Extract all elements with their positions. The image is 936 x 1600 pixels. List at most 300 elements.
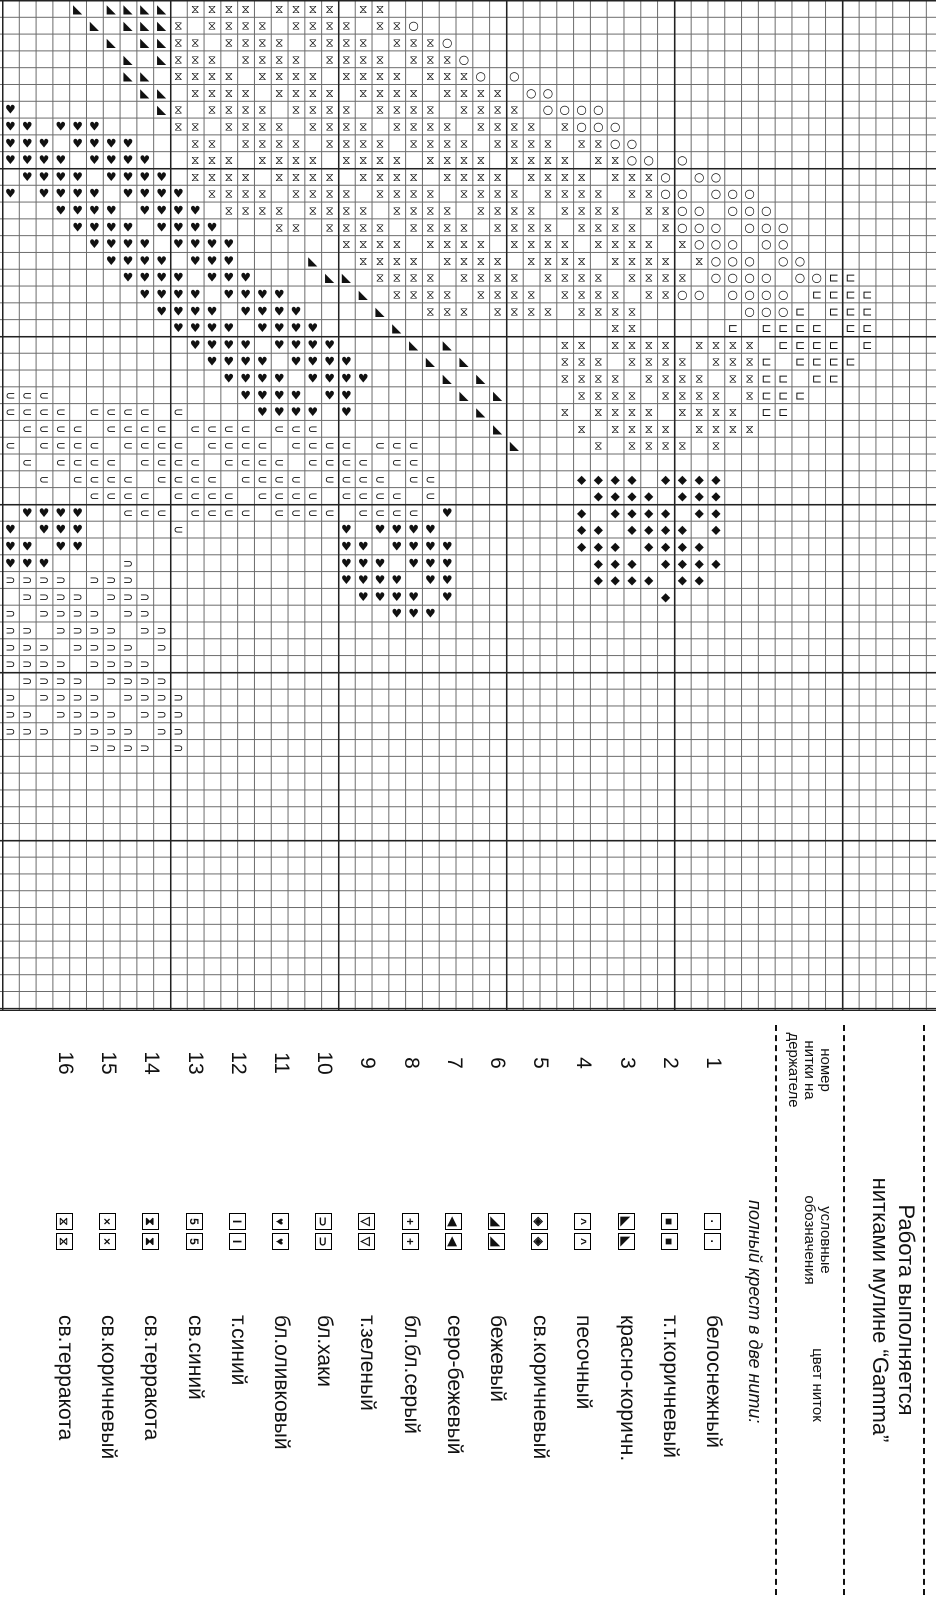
- chart-stitch-symbol: ○: [693, 220, 705, 235]
- chart-stitch-symbol: ◆: [627, 556, 637, 571]
- chart-stitch-symbol: ◆: [677, 539, 688, 554]
- chart-stitch-symbol: ⊂: [425, 489, 436, 504]
- chart-stitch-symbol: ⧖: [291, 1, 301, 16]
- chart-stitch-symbol: ♥: [55, 153, 67, 168]
- chart-stitch-symbol: ⊃: [139, 741, 150, 756]
- chart-stitch-symbol: ⧖: [459, 220, 469, 235]
- chart-stitch-symbol: ♥: [156, 203, 167, 218]
- chart-stitch-symbol: ⧖: [241, 119, 250, 134]
- chart-stitch-symbol: ♥: [223, 371, 235, 386]
- thread-color-name: белоснежный: [702, 1315, 725, 1448]
- chart-stitch-symbol: ⧖: [728, 405, 738, 420]
- chart-stitch-symbol: ○: [744, 220, 755, 235]
- chart-stitch-symbol: ◆: [694, 539, 704, 554]
- chart-stitch-symbol: ⧖: [610, 253, 620, 268]
- chart-stitch-symbol: ⧖: [375, 1, 385, 16]
- chart-stitch-symbol: ⧖: [174, 18, 183, 33]
- chart-stitch-symbol: ⊂: [240, 472, 251, 487]
- chart-stitch-symbol: ⧖: [610, 287, 620, 302]
- chart-stitch-symbol: ⧖: [241, 18, 250, 33]
- chart-stitch-symbol: ♥: [357, 589, 369, 604]
- thread-number: 15: [97, 1051, 121, 1075]
- chart-stitch-symbol: ⧖: [325, 186, 334, 201]
- chart-stitch-symbol: ⊃: [106, 673, 117, 688]
- chart-stitch-symbol: ⧖: [476, 253, 486, 268]
- chart-stitch-symbol: ⧖: [224, 169, 234, 184]
- chart-stitch-symbol: ♥: [122, 153, 134, 168]
- chart-stitch-symbol: ⊃: [106, 724, 117, 739]
- chart-stitch-symbol: ⊃: [22, 673, 33, 688]
- symbol-box: ■: [661, 1213, 678, 1230]
- chart-stitch-symbol: ⧖: [274, 52, 284, 67]
- chart-stitch-symbol: ♥: [105, 220, 117, 235]
- chart-stitch-symbol: ◆: [576, 522, 587, 537]
- chart-stitch-symbol: ⧖: [291, 69, 301, 84]
- chart-stitch-symbol: ⧖: [459, 237, 469, 252]
- chart-stitch-symbol: ⧖: [459, 186, 469, 201]
- legend-title-line-1: Работа выполняется: [894, 1204, 919, 1416]
- chart-stitch-symbol: ⧖: [627, 186, 637, 201]
- chart-stitch-symbol: ⧖: [224, 102, 234, 117]
- chart-stitch-symbol: ⧖: [459, 253, 469, 268]
- chart-stitch-symbol: ♥: [374, 573, 386, 588]
- chart-stitch-symbol: ⊂: [257, 489, 268, 504]
- chart-stitch-symbol: ⊏: [811, 321, 822, 336]
- chart-stitch-symbol: ⧖: [661, 354, 670, 369]
- chart-stitch-symbol: ⧖: [661, 421, 670, 436]
- chart-stitch-symbol: ⧖: [409, 52, 418, 67]
- chart-stitch-symbol: ⧖: [510, 237, 519, 252]
- chart-stitch-symbol: ⊂: [122, 489, 134, 504]
- chart-stitch-symbol: ⊂: [324, 472, 335, 487]
- chart-stitch-symbol: ◣: [408, 337, 419, 352]
- chart-stitch-symbol: ⧖: [258, 35, 267, 50]
- chart-stitch-symbol: ♥: [55, 522, 67, 537]
- chart-stitch-symbol: ⧖: [493, 253, 502, 268]
- chart-stitch-symbol: ◣: [392, 321, 402, 336]
- chart-stitch-symbol: ⊂: [89, 489, 100, 504]
- chart-stitch-symbol: ⊂: [173, 455, 184, 470]
- thread-color-name: серо-бежевый: [442, 1315, 466, 1455]
- chart-stitch-symbol: ⊃: [72, 673, 83, 688]
- chart-stitch-symbol: ⊂: [358, 472, 369, 487]
- chart-stitch-symbol: ♥: [408, 606, 419, 621]
- chart-stitch-symbol: ⧖: [594, 371, 603, 386]
- chart-stitch-symbol: ⧖: [459, 270, 469, 285]
- chart-stitch-symbol: ⧖: [392, 237, 402, 252]
- chart-stitch-symbol: ⊂: [72, 421, 83, 436]
- chart-stitch-symbol: ⧖: [711, 421, 721, 436]
- chart-stitch-symbol: ♥: [173, 321, 184, 336]
- chart-stitch-symbol: ◣: [492, 388, 503, 403]
- chart-stitch-symbol: ♥: [189, 220, 201, 235]
- chart-stitch-symbol: ♥: [441, 539, 453, 554]
- chart-stitch-symbol: ⧖: [409, 136, 418, 151]
- chart-stitch-symbol: ⊃: [173, 707, 184, 722]
- chart-stitch-symbol: ♥: [240, 337, 251, 352]
- chart-stitch-symbol: ⧖: [342, 203, 351, 218]
- legend-row: [557, 1025, 595, 1595]
- chart-stitch-symbol: ○: [710, 220, 722, 235]
- chart-stitch-symbol: ⊂: [55, 421, 66, 436]
- chart-stitch-symbol: ⧖: [694, 421, 704, 436]
- chart-stitch-symbol: ○: [744, 270, 755, 285]
- chart-stitch-symbol: ⧖: [325, 119, 334, 134]
- chart-stitch-symbol: ⊂: [257, 438, 268, 453]
- chart-stitch-symbol: ○: [458, 52, 470, 67]
- chart-stitch-symbol: ⧖: [207, 1, 217, 16]
- chart-stitch-symbol: ⧖: [274, 35, 284, 50]
- chart-stitch-symbol: ⊃: [89, 623, 100, 638]
- chart-stitch-symbol: ⧖: [375, 220, 385, 235]
- chart-stitch-symbol: ♥: [391, 522, 403, 537]
- chart-stitch-symbol: ⧖: [526, 153, 536, 168]
- chart-stitch-symbol: ⧖: [526, 119, 536, 134]
- chart-stitch-symbol: ⊃: [89, 707, 100, 722]
- chart-stitch-symbol: ○: [744, 287, 755, 302]
- chart-stitch-symbol: ⧖: [610, 371, 620, 386]
- chart-stitch-symbol: ⊃: [122, 589, 134, 604]
- chart-stitch-symbol: ♥: [257, 321, 268, 336]
- chart-stitch-symbol: ⊃: [106, 640, 117, 655]
- chart-stitch-symbol: ♥: [223, 253, 235, 268]
- symbol-box: ◀: [445, 1213, 462, 1230]
- chart-stitch-symbol: ♥: [89, 186, 100, 201]
- chart-stitch-symbol: ◣: [476, 405, 486, 420]
- symbol-box: ▽: [358, 1233, 375, 1250]
- chart-stitch-symbol: ⊃: [5, 657, 16, 672]
- chart-stitch-symbol: ◣: [476, 371, 486, 386]
- chart-stitch-symbol: ⊃: [55, 707, 66, 722]
- chart-stitch-symbol: ⧖: [459, 304, 469, 319]
- chart-stitch-symbol: ♥: [441, 556, 453, 571]
- chart-stitch-symbol: ⊂: [89, 405, 100, 420]
- chart-stitch-symbol: ⧖: [577, 287, 586, 302]
- chart-stitch-symbol: ⧖: [274, 203, 284, 218]
- chart-stitch-symbol: ⧖: [543, 304, 553, 319]
- chart-stitch-symbol: ⧖: [577, 186, 586, 201]
- chart-stitch-symbol: ⧖: [207, 153, 217, 168]
- chart-stitch-symbol: ⧖: [190, 35, 200, 50]
- chart-stitch-symbol: ⧖: [274, 169, 284, 184]
- chart-stitch-symbol: ⧖: [409, 119, 418, 134]
- chart-stitch-symbol: ⊏: [828, 270, 839, 285]
- chart-stitch-symbol: ⊂: [307, 455, 318, 470]
- chart-stitch-symbol: ♥: [391, 539, 403, 554]
- chart-stitch-symbol: ♥: [357, 573, 369, 588]
- chart-stitch-symbol: ⊂: [274, 505, 285, 520]
- chart-stitch-symbol: ⊂: [274, 421, 285, 436]
- chart-stitch-symbol: ○: [609, 136, 621, 151]
- thread-number: 7: [442, 1057, 466, 1069]
- chart-stitch-symbol: ⧖: [476, 169, 486, 184]
- chart-stitch-symbol: ⧖: [678, 371, 687, 386]
- chart-stitch-symbol: ⊃: [139, 657, 150, 672]
- chart-stitch-symbol: ⧖: [392, 287, 402, 302]
- chart-stitch-symbol: ⊂: [240, 455, 251, 470]
- chart-stitch-symbol: ○: [525, 85, 537, 100]
- chart-stitch-symbol: ♥: [290, 337, 302, 352]
- chart-stitch-symbol: ⊏: [845, 321, 856, 336]
- chart-stitch-symbol: ⧖: [560, 253, 570, 268]
- stitch-symbol-icon: [183, 1213, 203, 1253]
- chart-stitch-symbol: ⧖: [510, 304, 519, 319]
- chart-stitch-symbol: ⊃: [5, 606, 16, 621]
- chart-stitch-symbol: ⊃: [89, 657, 100, 672]
- chart-stitch-symbol: ⧖: [577, 270, 586, 285]
- chart-stitch-symbol: ○: [559, 102, 571, 117]
- chart-stitch-symbol: ⊃: [139, 707, 150, 722]
- chart-stitch-symbol: ⧖: [358, 169, 368, 184]
- chart-stitch-symbol: ⊂: [358, 455, 369, 470]
- chart-stitch-symbol: ⊏: [862, 304, 873, 319]
- chart-stitch-symbol: ⧖: [560, 354, 570, 369]
- chart-stitch-symbol: ◣: [72, 1, 83, 16]
- chart-stitch-symbol: ⊃: [72, 606, 83, 621]
- chart-stitch-symbol: ♥: [324, 371, 335, 386]
- chart-stitch-symbol: ⊃: [106, 589, 117, 604]
- chart-stitch-symbol: ○: [727, 186, 739, 201]
- chart-stitch-symbol: ⊂: [324, 505, 335, 520]
- legend-row: [687, 1025, 725, 1595]
- chart-stitch-symbol: ⊃: [5, 573, 16, 588]
- chart-stitch-symbol: ◆: [677, 573, 688, 588]
- chart-stitch-symbol: ⧖: [274, 153, 284, 168]
- chart-stitch-symbol: ⧖: [358, 35, 368, 50]
- chart-stitch-symbol: ♥: [206, 321, 218, 336]
- chart-stitch-symbol: ⧖: [325, 220, 334, 235]
- chart-stitch-symbol: ⊃: [156, 724, 167, 739]
- thread-color-name: бл.бл.серый: [399, 1315, 423, 1435]
- chart-stitch-symbol: ○: [727, 270, 739, 285]
- chart-stitch-symbol: ⧖: [426, 153, 435, 168]
- chart-stitch-symbol: ⧖: [577, 136, 586, 151]
- chart-stitch-symbol: ♥: [156, 186, 167, 201]
- chart-stitch-symbol: ⧖: [459, 85, 469, 100]
- chart-stitch-symbol: ⧖: [426, 304, 435, 319]
- chart-stitch-symbol: ⊃: [22, 640, 33, 655]
- chart-stitch-symbol: ♥: [273, 321, 285, 336]
- chart-stitch-symbol: ⊂: [55, 405, 66, 420]
- stitch-symbol-icon: [53, 1213, 73, 1253]
- chart-stitch-symbol: ⧖: [644, 287, 654, 302]
- chart-stitch-symbol: ⧖: [442, 119, 452, 134]
- symbol-box: ^: [574, 1233, 591, 1250]
- symbol-box: ⧖: [56, 1233, 73, 1250]
- chart-stitch-symbol: ♥: [290, 321, 302, 336]
- chart-stitch-symbol: ⧖: [325, 35, 334, 50]
- chart-stitch-symbol: ⧖: [308, 203, 318, 218]
- chart-stitch-symbol: ⊂: [290, 489, 302, 504]
- chart-stitch-symbol: ♥: [257, 388, 268, 403]
- chart-stitch-symbol: ⧖: [392, 35, 402, 50]
- chart-stitch-symbol: ⧖: [728, 421, 738, 436]
- chart-stitch-symbol: ⊂: [223, 455, 234, 470]
- chart-stitch-symbol: ◆: [644, 489, 654, 504]
- chart-stitch-symbol: ⧖: [308, 18, 318, 33]
- chart-stitch-symbol: ⊏: [778, 337, 789, 352]
- chart-stitch-symbol: ⧖: [476, 85, 486, 100]
- legend-row: [255, 1025, 293, 1595]
- chart-stitch-symbol: ◣: [308, 253, 318, 268]
- chart-stitch-symbol: ⊂: [89, 438, 100, 453]
- chart-stitch-symbol: ⊂: [408, 455, 419, 470]
- chart-stitch-symbol: ⊂: [358, 489, 369, 504]
- chart-stitch-symbol: ◆: [576, 472, 587, 487]
- chart-stitch-symbol: ⧖: [207, 169, 217, 184]
- chart-stitch-symbol: ⊃: [139, 673, 150, 688]
- chart-stitch-symbol: ⊂: [106, 405, 117, 420]
- chart-stitch-symbol: ⧖: [207, 69, 217, 84]
- chart-stitch-symbol: ○: [761, 237, 772, 252]
- chart-stitch-symbol: ⊃: [72, 707, 83, 722]
- chart-stitch-symbol: ♥: [240, 371, 251, 386]
- chart-stitch-symbol: ◣: [140, 35, 150, 50]
- chart-stitch-symbol: ⧖: [392, 203, 402, 218]
- chart-stitch-symbol: ⧖: [291, 186, 301, 201]
- chart-stitch-symbol: ⧖: [375, 52, 385, 67]
- chart-stitch-symbol: ♥: [72, 220, 83, 235]
- chart-stitch-symbol: ◆: [677, 522, 688, 537]
- chart-stitch-symbol: ⊃: [122, 690, 134, 705]
- chart-stitch-symbol: ⊏: [794, 354, 806, 369]
- chart-stitch-symbol: ♥: [240, 388, 251, 403]
- chart-stitch-symbol: ♥: [425, 606, 436, 621]
- chart-stitch-symbol: ♥: [189, 287, 201, 302]
- chart-stitch-symbol: ♥: [139, 169, 151, 184]
- chart-stitch-symbol: ⧖: [426, 35, 435, 50]
- chart-stitch-symbol: ○: [761, 304, 772, 319]
- chart-stitch-symbol: ♥: [223, 354, 235, 369]
- chart-stitch-symbol: ◣: [375, 304, 385, 319]
- chart-stitch-symbol: ◣: [123, 69, 133, 84]
- chart-stitch-symbol: ♥: [240, 304, 251, 319]
- chart-stitch-symbol: ⧖: [594, 203, 603, 218]
- chart-stitch-symbol: ⊂: [72, 438, 83, 453]
- chart-stitch-symbol: ⧖: [577, 388, 586, 403]
- chart-stitch-symbol: ⧖: [560, 203, 570, 218]
- chart-stitch-symbol: ♥: [5, 539, 16, 554]
- chart-stitch-symbol: ♥: [72, 169, 83, 184]
- stitch-symbol-icon: [96, 1213, 116, 1253]
- chart-stitch-symbol: ⧖: [426, 136, 435, 151]
- chart-stitch-symbol: ⧖: [577, 371, 586, 386]
- chart-stitch-symbol: ⊂: [374, 472, 386, 487]
- chart-stitch-symbol: ⧖: [711, 438, 721, 453]
- thread-color-name: красно-коричн.: [615, 1315, 639, 1462]
- chart-stitch-symbol: ⊃: [122, 673, 134, 688]
- chart-stitch-symbol: ⧖: [694, 371, 704, 386]
- chart-stitch-symbol: ♥: [307, 405, 319, 420]
- chart-stitch-symbol: ♥: [273, 337, 285, 352]
- chart-stitch-symbol: ⧖: [342, 69, 351, 84]
- chart-stitch-symbol: ○: [609, 119, 621, 134]
- stitch-symbol-icon: [701, 1213, 721, 1253]
- chart-stitch-symbol: ♥: [206, 270, 218, 285]
- chart-stitch-symbol: ⊂: [190, 505, 201, 520]
- chart-stitch-symbol: ♥: [206, 253, 218, 268]
- chart-stitch-symbol: ⊂: [122, 405, 134, 420]
- chart-stitch-symbol: ⧖: [526, 220, 536, 235]
- chart-stitch-symbol: ⊂: [341, 472, 352, 487]
- chart-stitch-symbol: ⊂: [206, 489, 218, 504]
- chart-stitch-symbol: ♥: [391, 589, 403, 604]
- chart-stitch-symbol: ⊃: [122, 657, 134, 672]
- chart-stitch-symbol: ♥: [156, 253, 167, 268]
- chart-stitch-symbol: ⊂: [156, 505, 167, 520]
- thread-number: 14: [140, 1051, 164, 1075]
- thread-color-name: т.синий: [226, 1315, 250, 1386]
- chart-stitch-symbol: ♥: [5, 186, 16, 201]
- chart-stitch-symbol: ⧖: [241, 136, 250, 151]
- thread-number: 3: [615, 1057, 639, 1069]
- chart-stitch-symbol: ⧖: [493, 102, 502, 117]
- chart-stitch-symbol: ⧖: [426, 52, 435, 67]
- chart-stitch-symbol: ⊃: [89, 640, 100, 655]
- chart-stitch-symbol: ◣: [156, 35, 167, 50]
- chart-stitch-symbol: ◣: [89, 18, 100, 33]
- chart-stitch-symbol: ○: [626, 153, 638, 168]
- legend-row: [471, 1025, 509, 1595]
- chart-stitch-symbol: ⊃: [5, 623, 16, 638]
- legend-row: [428, 1025, 466, 1595]
- symbol-box: ^: [574, 1213, 591, 1230]
- chart-stitch-symbol: ⊃: [22, 589, 33, 604]
- chart-stitch-symbol: ⊂: [240, 421, 251, 436]
- chart-stitch-symbol: ⊂: [408, 472, 419, 487]
- chart-stitch-symbol: ⧖: [241, 35, 250, 50]
- chart-stitch-symbol: ⊏: [828, 337, 839, 352]
- chart-stitch-symbol: ⊃: [22, 707, 33, 722]
- chart-stitch-symbol: ⧖: [308, 85, 318, 100]
- chart-stitch-symbol: ♥: [441, 505, 453, 520]
- chart-stitch-symbol: ○: [811, 270, 823, 285]
- chart-stitch-symbol: ○: [441, 35, 453, 50]
- chart-stitch-symbol: ⧖: [207, 18, 217, 33]
- chart-stitch-symbol: ⧖: [728, 337, 738, 352]
- chart-stitch-symbol: ⊃: [122, 724, 134, 739]
- chart-stitch-symbol: ⧖: [409, 220, 418, 235]
- chart-stitch-symbol: ♥: [189, 253, 201, 268]
- chart-stitch-symbol: ⧖: [207, 85, 217, 100]
- chart-stitch-symbol: ⊂: [257, 472, 268, 487]
- chart-stitch-symbol: ⊏: [862, 337, 873, 352]
- chart-stitch-symbol: ⧖: [560, 287, 570, 302]
- chart-stitch-symbol: ⊂: [206, 438, 218, 453]
- thread-color-name: св.терракота: [54, 1315, 77, 1441]
- chart-stitch-symbol: ⊏: [794, 388, 806, 403]
- chart-stitch-symbol: ♥: [189, 337, 201, 352]
- chart-stitch-symbol: ♥: [273, 304, 285, 319]
- chart-stitch-symbol: ⊏: [761, 405, 772, 420]
- chart-stitch-symbol: ⧖: [174, 69, 183, 84]
- chart-stitch-symbol: ⊃: [5, 640, 16, 655]
- chart-stitch-symbol: ⧖: [375, 136, 385, 151]
- chart-stitch-symbol: ♥: [408, 539, 419, 554]
- chart-stitch-symbol: ⧖: [661, 438, 670, 453]
- chart-stitch-symbol: ⧖: [459, 136, 469, 151]
- chart-stitch-symbol: ♥: [408, 556, 419, 571]
- chart-stitch-symbol: ⧖: [560, 119, 570, 134]
- chart-stitch-symbol: ⊃: [72, 589, 83, 604]
- chart-stitch-symbol: ⧖: [442, 52, 452, 67]
- chart-stitch-symbol: ◆: [694, 472, 704, 487]
- chart-stitch-symbol: ⊃: [22, 623, 33, 638]
- chart-stitch-symbol: ♥: [307, 337, 319, 352]
- chart-stitch-symbol: ♥: [38, 136, 50, 151]
- chart-stitch-symbol: ⧖: [510, 102, 519, 117]
- chart-stitch-symbol: ⧖: [409, 169, 418, 184]
